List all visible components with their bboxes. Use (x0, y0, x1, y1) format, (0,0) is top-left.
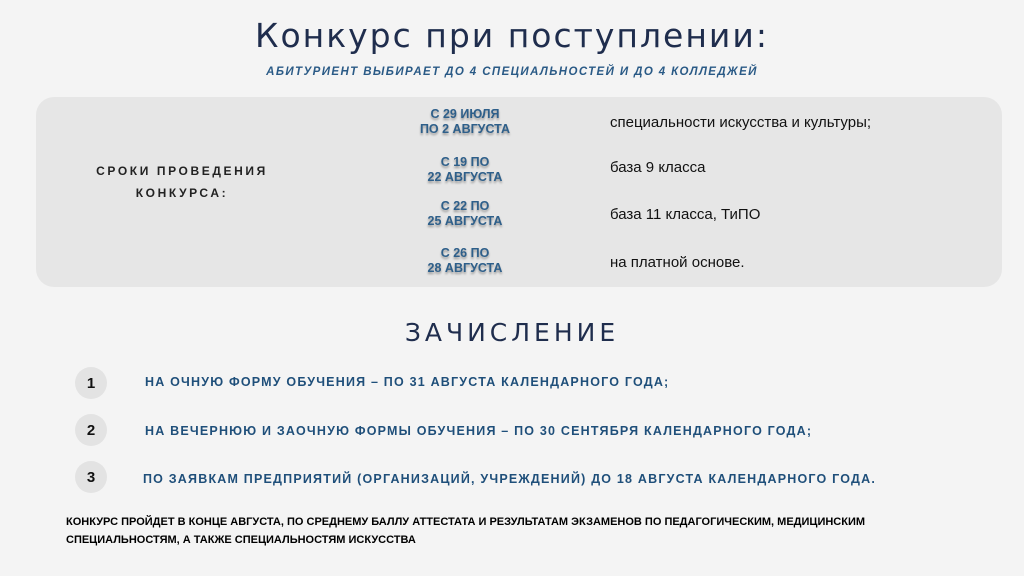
terms-date-2-line1: С 19 ПО (440, 155, 490, 169)
enrollment-item-2: НА ВЕЧЕРНЮЮ И ЗАОЧНУЮ ФОРМЫ ОБУЧЕНИЯ – ПО 30 СЕНТЯБРЯ КАЛЕНДАРНОГО ГОДА; (145, 424, 813, 438)
terms-date-1-line2: ПО 2 АВГУСТА (419, 122, 511, 136)
terms-date-2 (385, 155, 545, 185)
terms-description-1: специальности искусства и культуры; (610, 114, 872, 131)
terms-date-1 (385, 107, 545, 137)
terms-date-3-line2: 25 АВГУСТА (427, 214, 503, 228)
page-subtitle: АБИТУРИЕНТ ВЫБИРАЕТ ДО 4 СПЕЦИАЛЬНОСТЕЙ И ДО 4 КОЛЛЕДЖЕЙ (266, 66, 758, 78)
footnote: КОНКУРС ПРОЙДЕТ В КОНЦЕ АВГУСТА, ПО СРЕДНЕМУ БАЛЛУ АТТЕСТАТА И РЕЗУЛЬТАТАМ ЭКЗАМЕНОВ ПО ПЕДАГОГИЧЕСКИМ, МЕДИЦИНСКИМ СПЕЦИАЛЬНОСТЯМ, А ТАКЖЕ СПЕЦИАЛЬНОСТЯМ ИСКУССТВА (66, 516, 866, 546)
enrollment-number-2: 2 (75, 414, 107, 446)
enrollment-item-1: НА ОЧНУЮ ФОРМУ ОБУЧЕНИЯ – ПО 31 АВГУСТА КАЛЕНДАРНОГО ГОДА; (145, 375, 670, 389)
enrollment-item-3: ПО ЗАЯВКАМ ПРЕДПРИЯТИЙ (ОРГАНИЗАЦИЙ, УЧРЕЖДЕНИЙ) ДО 18 АВГУСТА КАЛЕНДАРНОГО ГОДА. (143, 472, 877, 486)
terms-date-4-line1: С 26 ПО (440, 246, 490, 260)
terms-label (72, 160, 292, 204)
terms-description-3: база 11 класса, ТиПО (610, 206, 761, 223)
terms-date-3-line1: С 22 ПО (440, 199, 490, 213)
terms-description-4: на платной основе. (610, 254, 745, 271)
enrollment-title: ЗАЧИСЛЕНИЕ (404, 318, 620, 347)
terms-date-2-line2: 22 АВГУСТА (427, 170, 503, 184)
enrollment-number-1: 1 (75, 367, 107, 399)
terms-label-line2: КОНКУРСА: (135, 186, 229, 200)
enrollment-number-3: 3 (75, 461, 107, 493)
terms-date-3 (385, 199, 545, 229)
page-title: Конкурс при поступлении: (255, 16, 769, 55)
terms-label-line1: СРОКИ ПРОВЕДЕНИЯ (96, 164, 268, 178)
terms-date-4-line2: 28 АВГУСТА (427, 261, 503, 275)
terms-description-2: база 9 класса (610, 159, 706, 176)
terms-date-4 (385, 246, 545, 276)
terms-date-1-line1: С 29 ИЮЛЯ (430, 107, 500, 121)
